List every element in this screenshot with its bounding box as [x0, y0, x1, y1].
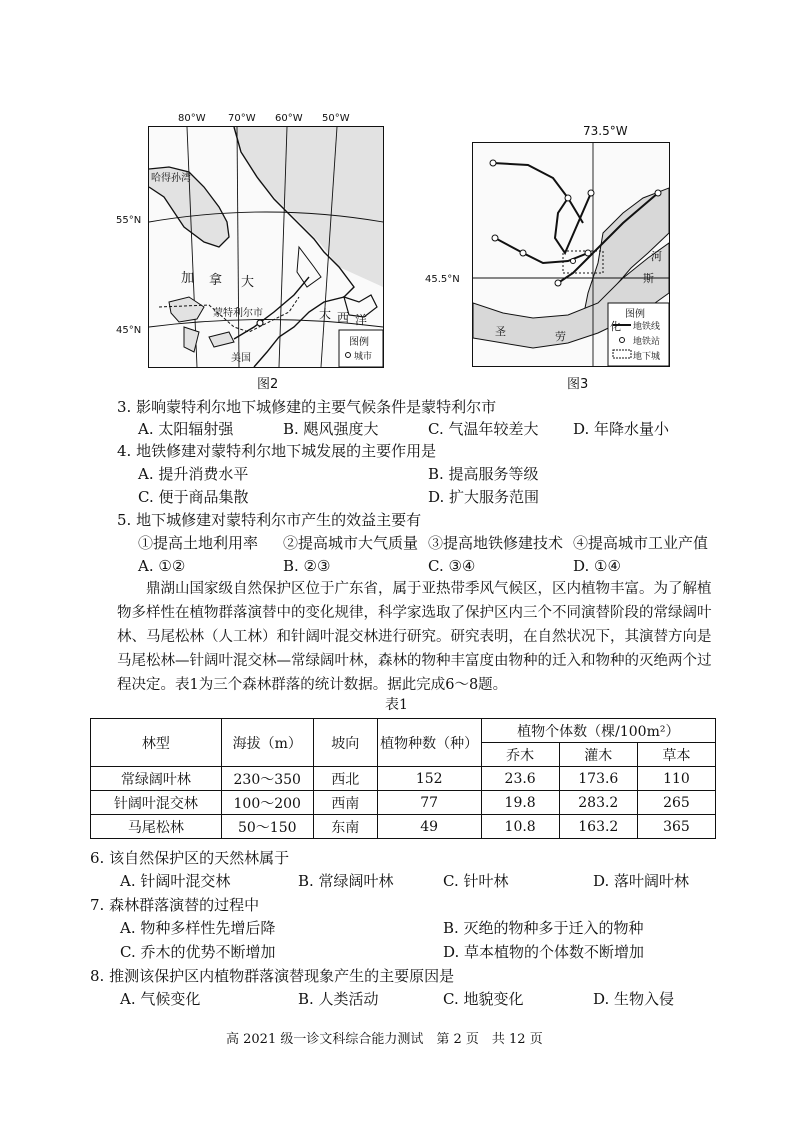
question-5-option-d[interactable]: D. ①④: [573, 557, 621, 575]
table-row: [91, 767, 716, 791]
question-5-choice-2: ②提高城市大气质量: [283, 534, 419, 552]
table-cell: 49: [377, 815, 481, 839]
question-3-option-c[interactable]: C. 气温年较差大: [428, 420, 539, 438]
river-label: 斯: [643, 272, 654, 285]
question-5-choice-1: ①提高土地利用率: [138, 534, 259, 552]
hudson-bay-label: 哈得孙湾: [151, 173, 191, 184]
atlantic-label: 西: [337, 311, 350, 325]
legend-station-label: 地铁站: [633, 337, 661, 347]
question-4-option-b[interactable]: B. 提高服务等级: [428, 465, 539, 483]
table-cell: 163.2: [559, 815, 637, 839]
question-7-option-b[interactable]: B. 灭绝的物种多于迁入的物种: [443, 919, 644, 937]
question-6-option-c[interactable]: C. 针叶林: [443, 872, 509, 890]
table-subheader: 灌木: [559, 743, 637, 767]
table-cell: 50～150: [221, 815, 313, 839]
question-7-option-a[interactable]: A. 物种多样性先增后降: [120, 919, 276, 937]
question-7-option-d[interactable]: D. 草本植物的个体数不断增加: [443, 943, 645, 961]
question-5-choice-4: ④提高城市工业产值: [573, 534, 709, 552]
table-cell: 马尾松林: [91, 815, 222, 839]
montreal-label: 蒙特利尔市: [213, 308, 263, 319]
question-6-option-b[interactable]: B. 常绿阔叶林: [298, 872, 394, 890]
table-header: 植物种数（种）: [377, 719, 481, 767]
question-6-option-a[interactable]: A. 针阔叶混交林: [120, 872, 231, 890]
table-cell: 常绿阔叶林: [91, 767, 222, 791]
question-5-choice-3: ③提高地铁修建技术: [428, 534, 564, 552]
table-subheader: 草本: [637, 743, 715, 767]
table-cell: 77: [377, 791, 481, 815]
table-cell: 23.6: [481, 767, 559, 791]
table-cell: 173.6: [559, 767, 637, 791]
lat-label: 45.5°N: [425, 274, 460, 285]
table-cell: 10.8: [481, 815, 559, 839]
table-cell: 265: [637, 791, 715, 815]
table-row: [91, 815, 716, 839]
question-3-option-a[interactable]: A. 太阳辐射强: [138, 420, 234, 438]
lon-label: 70°W: [228, 113, 256, 124]
table-subheader: 乔木: [481, 743, 559, 767]
question-4-option-c[interactable]: C. 便于商品集散: [138, 488, 249, 506]
river-label: 河: [651, 250, 662, 263]
river-label: 劳: [555, 330, 566, 343]
legend-title: 图例: [349, 337, 369, 348]
canada-label: 拿: [209, 273, 223, 288]
map-graphic: [149, 127, 383, 367]
question-3-option-b[interactable]: B. 飓风强度大: [283, 420, 379, 438]
question-8-stem: 8. 推测该保护区内植物群落演替现象产生的主要原因是: [90, 967, 455, 985]
question-4-stem: 4. 地铁修建对蒙特利尔地下城发展的主要作用是: [117, 442, 437, 460]
question-5-option-c[interactable]: C. ③④: [428, 557, 476, 575]
table-cell: 西南: [313, 791, 377, 815]
table-cell: 230～350: [221, 767, 313, 791]
figure-2-caption: 图2: [257, 377, 279, 392]
question-8-option-d[interactable]: D. 生物入侵: [593, 990, 675, 1008]
question-8-option-c[interactable]: C. 地貌变化: [443, 990, 524, 1008]
table-cell: 365: [637, 815, 715, 839]
table-cell: 东南: [313, 815, 377, 839]
table-header: 海拔（m）: [221, 719, 313, 767]
canada-label: 大: [241, 275, 255, 290]
atlantic-label: 洋: [355, 313, 368, 327]
table-cell: 针阔叶混交林: [91, 791, 222, 815]
table-header: 林型: [91, 719, 222, 767]
table-cell: 西北: [313, 767, 377, 791]
table-row: [91, 791, 716, 815]
atlantic-label: 大: [319, 307, 332, 321]
river-label: 圣: [495, 325, 506, 338]
table-cell: 152: [377, 767, 481, 791]
lat-label: 45°N: [116, 325, 142, 336]
question-4-option-a[interactable]: A. 提升消费水平: [138, 465, 249, 483]
table-cell: 110: [637, 767, 715, 791]
question-6-stem: 6. 该自然保护区的天然林属于: [90, 849, 290, 867]
page-footer: 高 2021 级一诊文科综合能力测试 第 2 页 共 12 页: [226, 1032, 543, 1047]
legend-underground-city-label: 地下城: [633, 352, 661, 362]
question-4-option-d[interactable]: D. 扩大服务范围: [428, 488, 540, 506]
lon-label: 60°W: [275, 113, 303, 124]
question-5-option-a[interactable]: A. ①②: [138, 557, 186, 575]
question-5-stem: 5. 地下城修建对蒙特利尔市产生的效益主要有: [117, 511, 422, 529]
lon-label: 80°W: [178, 113, 206, 124]
map-north-america: [148, 126, 384, 368]
river-label: 化: [610, 320, 621, 333]
table-header: 植物个体数（棵/100m²）: [481, 719, 715, 743]
question-8-option-b[interactable]: B. 人类活动: [298, 990, 379, 1008]
question-7-option-c[interactable]: C. 乔木的优势不断增加: [120, 943, 276, 961]
map-montreal: [472, 142, 670, 367]
table-cell: 100～200: [221, 791, 313, 815]
figure-3-caption: 图3: [567, 377, 589, 392]
table-cell: 283.2: [559, 791, 637, 815]
question-5-option-b[interactable]: B. ②③: [283, 557, 331, 575]
question-6-option-d[interactable]: D. 落叶阔叶林: [593, 872, 690, 890]
usa-label: 美国: [231, 353, 251, 364]
table-cell: 19.8: [481, 791, 559, 815]
lon-label: 50°W: [322, 113, 350, 124]
legend-city-label: 城市: [354, 352, 373, 362]
table-header: 坡向: [313, 719, 377, 767]
question-8-option-a[interactable]: A. 气候变化: [120, 990, 201, 1008]
question-3-stem: 3. 影响蒙特利尔地下城修建的主要气候条件是蒙特利尔市: [117, 398, 497, 416]
legend-title: 图例: [625, 309, 645, 320]
table-1-title: 表1: [385, 697, 408, 713]
question-7-stem: 7. 森林群落演替的过程中: [90, 896, 260, 914]
legend-metro-line-label: 地铁线: [633, 322, 661, 332]
table-1: [90, 718, 716, 839]
reading-passage: 鼎湖山国家级自然保护区位于广东省，属于亚热带季风气候区，区内植物丰富。为了解植物多样性在植物群落演替中的变化规律，科学家选取了保护区内三个不同演替阶段的常绿阔叶林、马尾松林（人工林）和针阔叶混交林进行研究。研究表明，在自然状况下，其演替方向是马尾松林—针阔叶混交林—常绿阔叶林，森林的物种丰富度由物种的迁入和物种的灭绝两个过程决定。表1为三个森林群落的统计数据。据此完成6～8题。: [117, 581, 712, 693]
lat-label: 55°N: [116, 215, 142, 226]
question-3-option-d[interactable]: D. 年降水量小: [573, 420, 670, 438]
lon-label: 73.5°W: [583, 124, 628, 138]
canada-label: 加: [181, 271, 195, 286]
